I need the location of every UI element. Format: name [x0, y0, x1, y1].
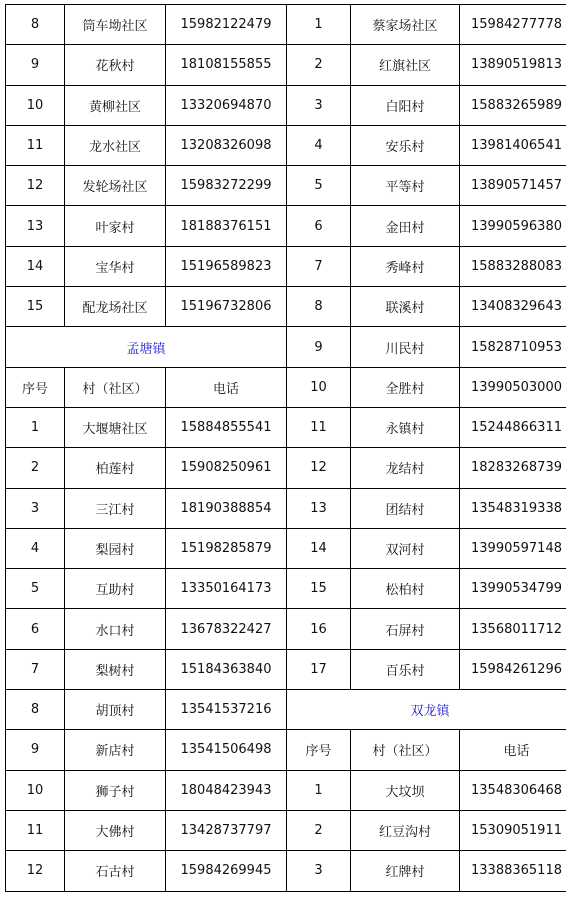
right-row-village: 团结村	[351, 488, 460, 528]
right-row-village: 联溪村	[351, 287, 460, 327]
left-row-number: 8	[6, 690, 65, 730]
right-row-number: 6	[287, 206, 351, 246]
right-row-village: 红豆沟村	[351, 810, 460, 850]
left-row-phone: 13541537216	[166, 690, 287, 730]
left-row-number: 15	[6, 287, 65, 327]
right-row-village: 全胜村	[351, 367, 460, 407]
left-row-number: 12	[6, 166, 65, 206]
left-header-number: 序号	[6, 367, 65, 407]
left-row-village: 狮子村	[65, 770, 166, 810]
right-row-phone: 15309051911	[460, 810, 566, 850]
table-row	[6, 488, 566, 528]
right-row-phone: 13990596380	[460, 206, 566, 246]
right-row-village: 松柏村	[351, 569, 460, 609]
right-row-number: 12	[287, 448, 351, 488]
right-row-phone: 18283268739	[460, 448, 566, 488]
right-row-number: 3	[287, 851, 351, 891]
right-row-number: 10	[287, 367, 351, 407]
left-row-phone: 13678322427	[166, 609, 287, 649]
left-row-village: 大佛村	[65, 810, 166, 850]
right-row-number: 17	[287, 649, 351, 689]
left-row-phone: 13541506498	[166, 730, 287, 770]
right-row-village: 金田村	[351, 206, 460, 246]
right-row-phone: 13388365118	[460, 851, 566, 891]
left-row-phone: 13350164173	[166, 569, 287, 609]
table-row	[6, 609, 566, 649]
left-row-number: 3	[6, 488, 65, 528]
right-row-phone: 13548319338	[460, 488, 566, 528]
table-row	[6, 407, 566, 447]
right-row-village: 百乐村	[351, 649, 460, 689]
right-row-number: 8	[287, 287, 351, 327]
right-row-phone: 15828710953	[460, 327, 566, 367]
right-row-village: 川民村	[351, 327, 460, 367]
right-row-phone: 15883265989	[460, 85, 566, 125]
left-row-village: 黄柳社区	[65, 85, 166, 125]
right-row-phone: 13990534799	[460, 569, 566, 609]
left-row-phone: 15982122479	[166, 5, 287, 45]
right-row-village: 安乐村	[351, 125, 460, 165]
right-row-phone: 13890519813	[460, 45, 566, 85]
village-contact-table	[5, 4, 566, 892]
left-row-phone: 15908250961	[166, 448, 287, 488]
right-town-heading: 双龙镇	[287, 690, 566, 730]
left-row-phone: 15983272299	[166, 166, 287, 206]
left-row-village: 宝华村	[65, 246, 166, 286]
left-row-number: 11	[6, 125, 65, 165]
right-row-village: 红旗社区	[351, 45, 460, 85]
left-row-phone: 15198285879	[166, 528, 287, 568]
table-row	[6, 246, 566, 286]
left-row-number: 4	[6, 528, 65, 568]
left-row-number: 14	[6, 246, 65, 286]
right-row-number: 11	[287, 407, 351, 447]
right-row-village: 永镇村	[351, 407, 460, 447]
right-row-phone: 15883288083	[460, 246, 566, 286]
left-row-village: 筒车坳社区	[65, 5, 166, 45]
left-row-village: 发轮场社区	[65, 166, 166, 206]
right-row-number: 5	[287, 166, 351, 206]
left-row-village: 水口村	[65, 609, 166, 649]
table-row	[6, 85, 566, 125]
table-row	[6, 810, 566, 850]
table-row	[6, 770, 566, 810]
right-row-village: 大坟坝	[351, 770, 460, 810]
left-row-village: 互助村	[65, 569, 166, 609]
left-town-heading: 孟塘镇	[6, 327, 287, 367]
left-row-village: 梨树村	[65, 649, 166, 689]
left-header-village: 村（社区）	[65, 367, 166, 407]
right-row-phone: 15984277778	[460, 5, 566, 45]
left-row-number: 10	[6, 770, 65, 810]
left-row-phone: 18188376151	[166, 206, 287, 246]
left-row-phone: 13320694870	[166, 85, 287, 125]
left-row-village: 配龙场社区	[65, 287, 166, 327]
right-row-number: 7	[287, 246, 351, 286]
right-row-number: 16	[287, 609, 351, 649]
left-row-phone: 13428737797	[166, 810, 287, 850]
right-row-phone: 13990503000	[460, 367, 566, 407]
right-row-phone: 15984261296	[460, 649, 566, 689]
left-row-number: 8	[6, 5, 65, 45]
left-row-village: 叶家村	[65, 206, 166, 246]
left-row-number: 6	[6, 609, 65, 649]
table-row	[6, 125, 566, 165]
table-row	[6, 287, 566, 327]
left-row-number: 7	[6, 649, 65, 689]
right-row-number: 9	[287, 327, 351, 367]
right-row-number: 14	[287, 528, 351, 568]
left-row-number: 11	[6, 810, 65, 850]
right-header-village: 村（社区）	[351, 730, 460, 770]
right-row-village: 石屏村	[351, 609, 460, 649]
left-row-village: 柏莲村	[65, 448, 166, 488]
right-header-phone: 电话	[460, 730, 566, 770]
table-row	[6, 649, 566, 689]
left-row-number: 9	[6, 45, 65, 85]
right-row-phone: 15244866311	[460, 407, 566, 447]
right-row-village: 白阳村	[351, 85, 460, 125]
left-row-phone: 15884855541	[166, 407, 287, 447]
right-row-phone: 13568011712	[460, 609, 566, 649]
right-row-number: 1	[287, 5, 351, 45]
left-row-number: 13	[6, 206, 65, 246]
left-row-phone: 18190388854	[166, 488, 287, 528]
right-row-number: 2	[287, 45, 351, 85]
left-row-number: 5	[6, 569, 65, 609]
left-row-village: 龙水社区	[65, 125, 166, 165]
right-row-number: 4	[287, 125, 351, 165]
left-row-village: 石古村	[65, 851, 166, 891]
right-row-village: 红牌村	[351, 851, 460, 891]
right-row-phone: 13408329643	[460, 287, 566, 327]
left-row-number: 2	[6, 448, 65, 488]
left-row-phone: 15196589823	[166, 246, 287, 286]
right-row-number: 3	[287, 85, 351, 125]
left-row-phone: 13208326098	[166, 125, 287, 165]
left-row-number: 9	[6, 730, 65, 770]
table-row	[6, 569, 566, 609]
table-row	[6, 367, 566, 407]
right-row-number: 1	[287, 770, 351, 810]
right-row-phone: 13548306468	[460, 770, 566, 810]
table-row	[6, 851, 566, 891]
table-row	[6, 528, 566, 568]
right-row-village: 双河村	[351, 528, 460, 568]
left-row-village: 新店村	[65, 730, 166, 770]
left-row-number: 12	[6, 851, 65, 891]
left-row-village: 三江村	[65, 488, 166, 528]
table-row	[6, 448, 566, 488]
right-row-phone: 13890571457	[460, 166, 566, 206]
table-row	[6, 166, 566, 206]
right-row-number: 13	[287, 488, 351, 528]
left-row-phone: 15984269945	[166, 851, 287, 891]
left-row-village: 胡顶村	[65, 690, 166, 730]
right-row-village: 蔡家场社区	[351, 5, 460, 45]
right-row-phone: 13990597148	[460, 528, 566, 568]
left-row-phone: 15196732806	[166, 287, 287, 327]
left-row-village: 大堰塘社区	[65, 407, 166, 447]
left-row-number: 10	[6, 85, 65, 125]
right-row-phone: 13981406541	[460, 125, 566, 165]
table-row	[6, 206, 566, 246]
table-row	[6, 730, 566, 770]
right-row-village: 龙结村	[351, 448, 460, 488]
table-row	[6, 45, 566, 85]
left-header-phone: 电话	[166, 367, 287, 407]
right-row-number: 2	[287, 810, 351, 850]
left-row-phone: 18048423943	[166, 770, 287, 810]
right-header-number: 序号	[287, 730, 351, 770]
table-row	[6, 327, 566, 367]
table-body	[6, 5, 566, 892]
right-row-number: 15	[287, 569, 351, 609]
left-row-number: 1	[6, 407, 65, 447]
table-row	[6, 690, 566, 730]
left-row-village: 梨园村	[65, 528, 166, 568]
left-row-village: 花秋村	[65, 45, 166, 85]
left-row-phone: 15184363840	[166, 649, 287, 689]
left-row-phone: 18108155855	[166, 45, 287, 85]
table-row	[6, 5, 566, 45]
right-row-village: 平等村	[351, 166, 460, 206]
right-row-village: 秀峰村	[351, 246, 460, 286]
